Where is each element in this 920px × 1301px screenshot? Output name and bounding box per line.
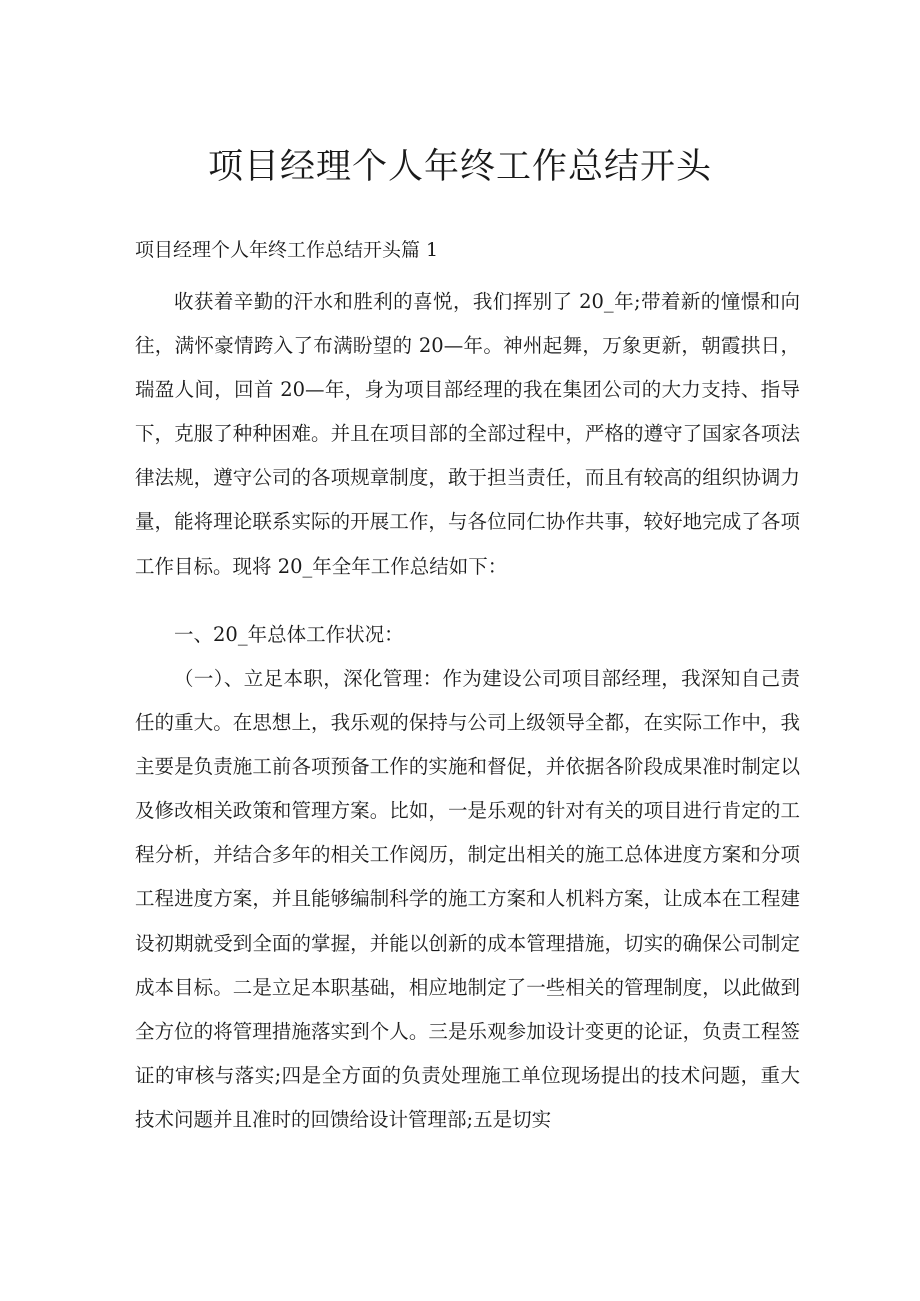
document-subtitle: 项目经理个人年终工作总结开头篇 1	[135, 239, 439, 261]
paragraph-intro: 收获着辛勤的汗水和胜利的喜悦，我们挥别了 20_年;带着新的憧憬和向往，满怀豪情跨入了布满盼望的 20—年。神州起舞，万象更新，朝霞拱日，瑞盈人间，回首 20—年，身为项目部经理的我在集团公司的大力支持、指导下，克服了种种困难。并且在项目部的全部过程中，严格的遵守了国家各项法律法规，遵守公司的各项规章制度，敢于担当责任，而且有较高的组织协调力量，能将理论联系实际的开展工作，与各位同仁协作共事，较好地完成了各项工作目标。现将 20_年全年工作总结如下：	[135, 290, 800, 578]
document-title: 项目经理个人年终工作总结开头	[207, 147, 712, 187]
section-heading-overall-status: 一、20_年总体工作状况：	[174, 623, 404, 646]
paragraph-management: （一）、立足本职，深化管理：作为建设公司项目部经理，我深知自己责任的重大。在思想上，我乐观的保持与公司上级领导全都，在实际工作中，我主要是负责施工前各项预备工作的实施和督促，并依据各阶段成果准时制定以及修改相关政策和管理方案。比如，一是乐观的针对有关的项目进行肯定的工程分析，并结合多年的相关工作阅历，制定出相关的施工总体进度方案和分项工程进度方案，并且能够编制科学的施工方案和人机料方案，让成本在工程建设初期就受到全面的掌握，并能以创新的成本管理措施，切实的确保公司制定成本目标。二是立足本职基础，相应地制定了一些相关的管理制度，以此做到全方位的将管理措施落实到个人。三是乐观参加设计变更的论证，负责工程签证的审核与落实;四是全方面的负责处理施工单位现场提出的技术问题，重大技术问题并且准时的回馈给设计管理部;五是切实	[135, 667, 800, 1131]
